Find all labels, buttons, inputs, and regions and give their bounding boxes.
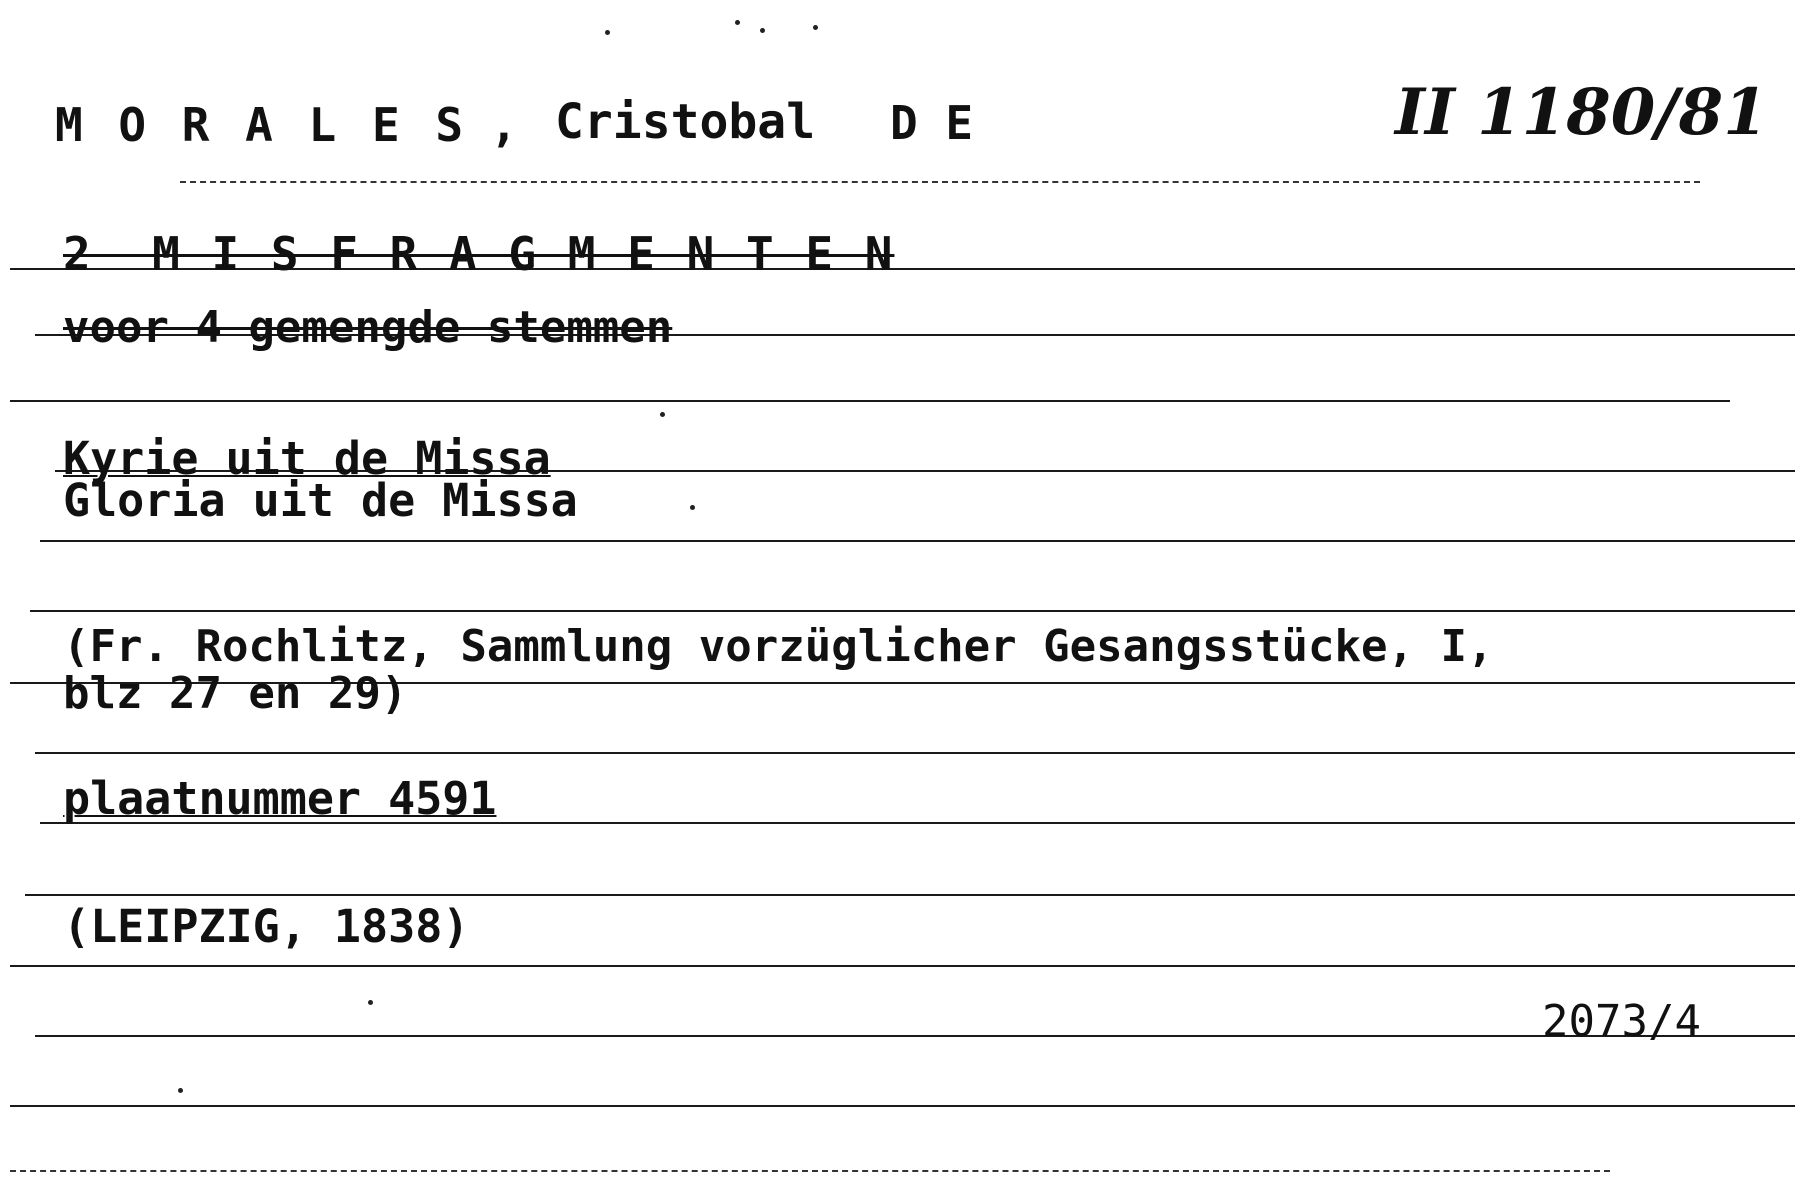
stray-mark bbox=[660, 412, 665, 417]
rule-line bbox=[35, 752, 1795, 754]
stray-mark bbox=[735, 20, 740, 25]
contents-line-1: Kyrie uit de Missa bbox=[63, 432, 551, 485]
plate-number: plaatnummer 4591 bbox=[63, 772, 497, 825]
stray-mark bbox=[690, 505, 695, 510]
composer-comma: , bbox=[490, 98, 518, 152]
stray-mark bbox=[178, 1088, 183, 1093]
handwritten-shelfmark: II 1180/81 bbox=[1395, 75, 1768, 150]
imprint: (LEIPZIG, 1838) bbox=[63, 900, 470, 953]
contents-line-2: Gloria uit de Missa bbox=[63, 474, 578, 527]
title-line-1: 2 M I S F R A G M E N T E N bbox=[63, 227, 895, 281]
rule-line bbox=[10, 1105, 1795, 1107]
composer-surname: M O R A L E S bbox=[55, 98, 468, 152]
rule-line bbox=[10, 1170, 1610, 1172]
composer-particle: D E bbox=[890, 96, 974, 150]
rule-line bbox=[10, 965, 1795, 967]
stray-mark bbox=[605, 30, 610, 35]
stray-mark bbox=[760, 28, 765, 33]
source-line-2: blz 27 en 29) bbox=[63, 668, 408, 719]
stray-mark bbox=[368, 1000, 373, 1005]
rule-line bbox=[40, 540, 1795, 542]
rule-line bbox=[30, 610, 1795, 612]
catalog-number: 2073/4 bbox=[1542, 996, 1701, 1047]
rule-line bbox=[25, 894, 1795, 896]
source-line-1: (Fr. Rochlitz, Sammlung vorzüglicher Gesangsstücke, I, bbox=[63, 621, 1494, 672]
rule-line bbox=[180, 181, 1700, 183]
composer-forename: Cristobal bbox=[555, 94, 816, 150]
title-line-2: voor 4 gemengde stemmen bbox=[63, 302, 673, 353]
rule-line bbox=[10, 400, 1730, 402]
stray-mark bbox=[813, 25, 818, 30]
rule-line bbox=[35, 1035, 1795, 1037]
